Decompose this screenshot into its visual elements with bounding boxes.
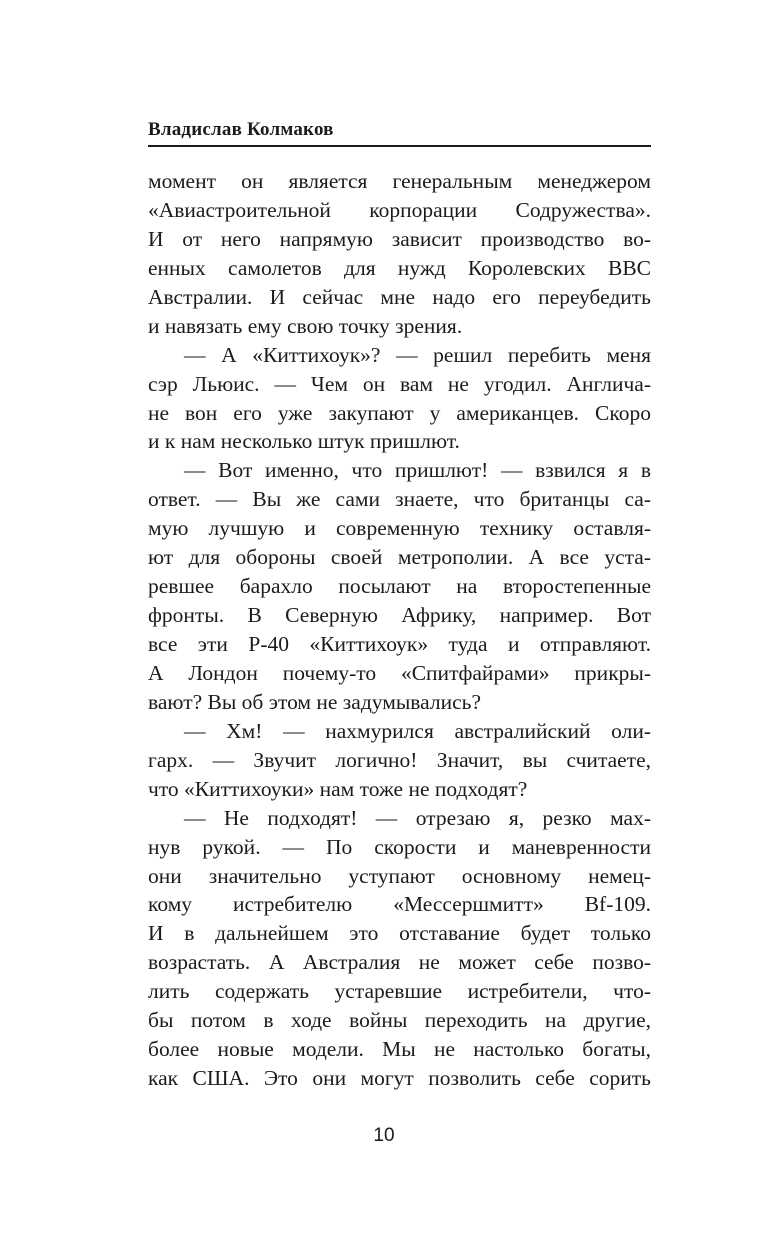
text-line: возрастать. А Австралия не может себе позво- xyxy=(148,950,651,975)
text-line: бы потом в ходе войны переходить на другие, xyxy=(148,1008,651,1033)
text-line: — А «Киттихоук»? — решил перебить меня xyxy=(184,342,651,367)
header-rule xyxy=(148,145,651,147)
page-number: 10 xyxy=(373,1125,395,1146)
text-line: А Лондон почему-то «Спитфайрами» прикры- xyxy=(148,660,651,685)
text-line: мую лучшую и современную технику оставля- xyxy=(148,516,651,541)
text-line: И в дальнейшем это отставание будет только xyxy=(148,921,651,946)
text-line: И от него напрямую зависит производство во- xyxy=(148,226,651,251)
text-line: момент он является генеральным менеджером xyxy=(148,169,651,193)
text-line: «Авиастроительной корпорации Содружества». xyxy=(148,197,651,222)
text-line: как США. Это они могут позволить себе сорить xyxy=(148,1066,651,1091)
text-line: сэр Льюис. — Чем он вам не угодил. Англича- xyxy=(148,371,651,396)
text-line: они значительно уступают основному немец- xyxy=(148,863,651,888)
text-line: ответ. — Вы же сами знаете, что британцы са- xyxy=(148,487,651,512)
text-line: — Вот именно, что пришлют! — взвился я в xyxy=(184,458,651,483)
text-line: ют для обороны своей метрополии. А все уста- xyxy=(148,545,651,570)
text-line: кому истребителю «Мессершмитт» Bf-109. xyxy=(148,892,651,917)
text-line: Австралии. И сейчас мне надо его переубедить xyxy=(148,284,651,309)
text-line: гарх. — Звучит логично! Значит, вы считаете, xyxy=(148,747,651,772)
text-line: — Хм! — нахмурился австралийский оли- xyxy=(184,718,651,743)
text-line: — Не подходят! — отрезаю я, резко мах- xyxy=(184,805,651,830)
text-line: ревшее барахло посылают на второстепенные xyxy=(148,574,651,599)
body-text xyxy=(148,167,651,1093)
text-line: более новые модели. Мы не настолько богаты, xyxy=(148,1037,651,1062)
text-line: енных самолетов для нужд Королевских ВВС xyxy=(148,255,651,280)
text-line: не вон его уже закупают у американцев. Скоро xyxy=(148,400,651,425)
text-line: нув рукой. — По скорости и маневренности xyxy=(148,834,651,859)
text-line: лить содержать устаревшие истребители, что- xyxy=(148,979,651,1004)
text-line: вают? Вы об этом не задумывались? xyxy=(148,689,482,714)
text-line: фронты. В Северную Африку, например. Вот xyxy=(148,603,651,628)
text-line: и навязать ему свою точку зрения. xyxy=(148,313,463,338)
text-line: что «Киттихоуки» нам тоже не подходят? xyxy=(148,776,528,801)
text-line: все эти P-40 «Киттихоук» туда и отправляют. xyxy=(148,632,651,656)
running-head-author: Владислав Колмаков xyxy=(148,119,334,140)
text-line: и к нам несколько штук пришлют. xyxy=(148,429,460,454)
